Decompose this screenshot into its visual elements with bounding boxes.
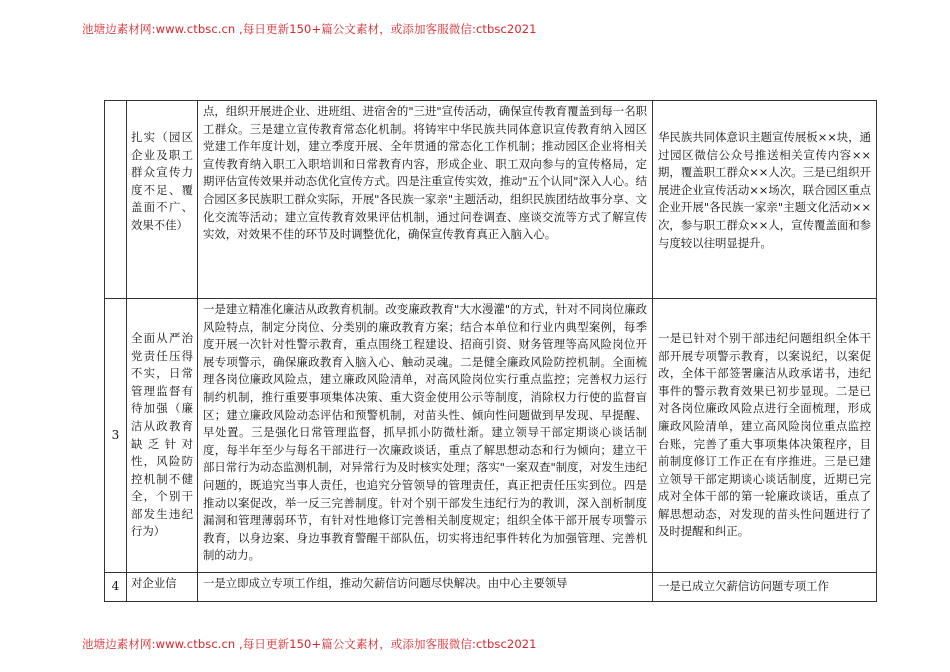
table-row [105, 299, 877, 573]
watermark-banner-top: 池塘边素材网:www.ctbsc.cn ,每日更新150+篇公文素材，或添加客服微信:ctbsc2021 [82, 22, 537, 36]
row-number [105, 101, 127, 299]
rectification-measures: 点，组织开展进企业、进班组、进宿舍的"三进"宣传活动，确保宣传教育覆盖到每一名职工群众。三是建立宣传教育常态化机制。将铸牢中华民族共同体意识宣传教育纳入园区党建工作年度计划，建立季度开展、全年贯通的常态化工作机制；推动园区企业将相关宣传教育纳入职工入职培训和日常教育内容，形成企业、职工双向参与的宣传格局，定期评估宣传效果并动态优化宣传方式。四是注重宣传实效，推动"五个认同"深入人心。结合园区多民族职工群众实际，开展"各民族一家亲"主题活动，组织民族团结故事分享、文化交流等活动；建立宣传教育效果评估机制，通过问卷调查、座谈交流等方式了解宣传实效，对效果不佳的环节及时调整优化，确保宣传教育真正入脑入心。 [198, 101, 653, 299]
rectification-table [104, 100, 877, 602]
row-number: 3 [105, 299, 127, 573]
rectification-results: 华民族共同体意识主题宣传展板××块，通过园区微信公众号推送相关宣传内容××期，覆盖职工群众××人次。三是已组织开展进企业宣传活动××场次，联合园区重点企业开展"各民族一家亲"主题文化活动××次，参与职工群众××人，宣传覆盖面和参与度较以往明显提升。 [653, 101, 877, 299]
rectification-measures: 一是立即成立专项工作组，推动欠薪信访问题尽快解决。由中心主要领导 [198, 573, 653, 602]
table-row [105, 573, 877, 602]
problem-category: 全面从严治党责任压得不实，日常管理监督有待加强（廉洁从政教育缺乏针对性，风险防控机制不健全，个别干部发生违纪行为） [127, 299, 198, 573]
table-row [105, 101, 877, 299]
watermark-banner-bottom: 池塘边素材网:www.ctbsc.cn ,每日更新150+篇公文素材，或添加客服微信:ctbsc2021 [82, 637, 537, 651]
row-number: 4 [105, 573, 127, 602]
rectification-results: 一是已成立欠薪信访问题专项工作 [653, 573, 877, 602]
problem-category: 对企业信 [127, 573, 198, 602]
problem-category: 扎实（园区企业及职工群众宣传力度不足、覆盖面不广、效果不佳） [127, 101, 198, 299]
rectification-measures: 一是建立精准化廉洁从政教育机制。改变廉政教育"大水漫灌"的方式，针对不同岗位廉政风险特点，制定分岗位、分类别的廉政教育方案；结合本单位和行业内典型案例，每季度开展一次针对性警示教育，重点围绕工程建设、招商引资、财务管理等高风险岗位开展专项警示，确保廉政教育入脑入心、触动灵魂。二是健全廉政风险防控机制。全面梳理各岗位廉政风险点，建立廉政风险清单，对高风险岗位实行重点监控；完善权力运行制约机制，推行重要事项集体决策、重大资金使用公示等制度，消除权力行使的监督盲区；建立廉政风险动态评估和预警机制，对苗头性、倾向性问题做到早发现、早提醒、早处置。三是强化日常管理监督，抓早抓小防微杜渐。建立领导干部定期谈心谈话制度，每半年至少与每名干部进行一次廉政谈话，重点了解思想动态和行为倾向；建立干部日常行为动态监测机制，对异常行为及时核实处理；落实"一案双查"制度，对发生违纪问题的，既追究当事人责任，也追究分管领导的管理责任，真正把责任压实到位。四是推动以案促改，举一反三完善制度。针对个别干部发生违纪行为的教训，深入剖析制度漏洞和管理薄弱环节，有针对性地修订完善相关制度规定；组织全体干部开展专项警示教育，以身边案、身边事教育警醒干部队伍，切实将违纪事件转化为加强管理、完善机制的动力。 [198, 299, 653, 573]
rectification-results: 一是已针对个别干部违纪问题组织全体干部开展专项警示教育，以案说纪，以案促改，全体干部签署廉洁从政承诺书，违纪事件的警示教育效果已初步显现。二是已对各岗位廉政风险点进行全面梳理，形成廉政风险清单，建立高风险岗位重点监控台账，完善了重大事项集体决策程序，目前制度修订工作正在有序推进。三是已建立领导干部定期谈心谈话制度，近期已完成对全体干部的第一轮廉政谈话，重点了解思想动态，对发现的苗头性问题进行了及时提醒和纠正。 [653, 299, 877, 573]
